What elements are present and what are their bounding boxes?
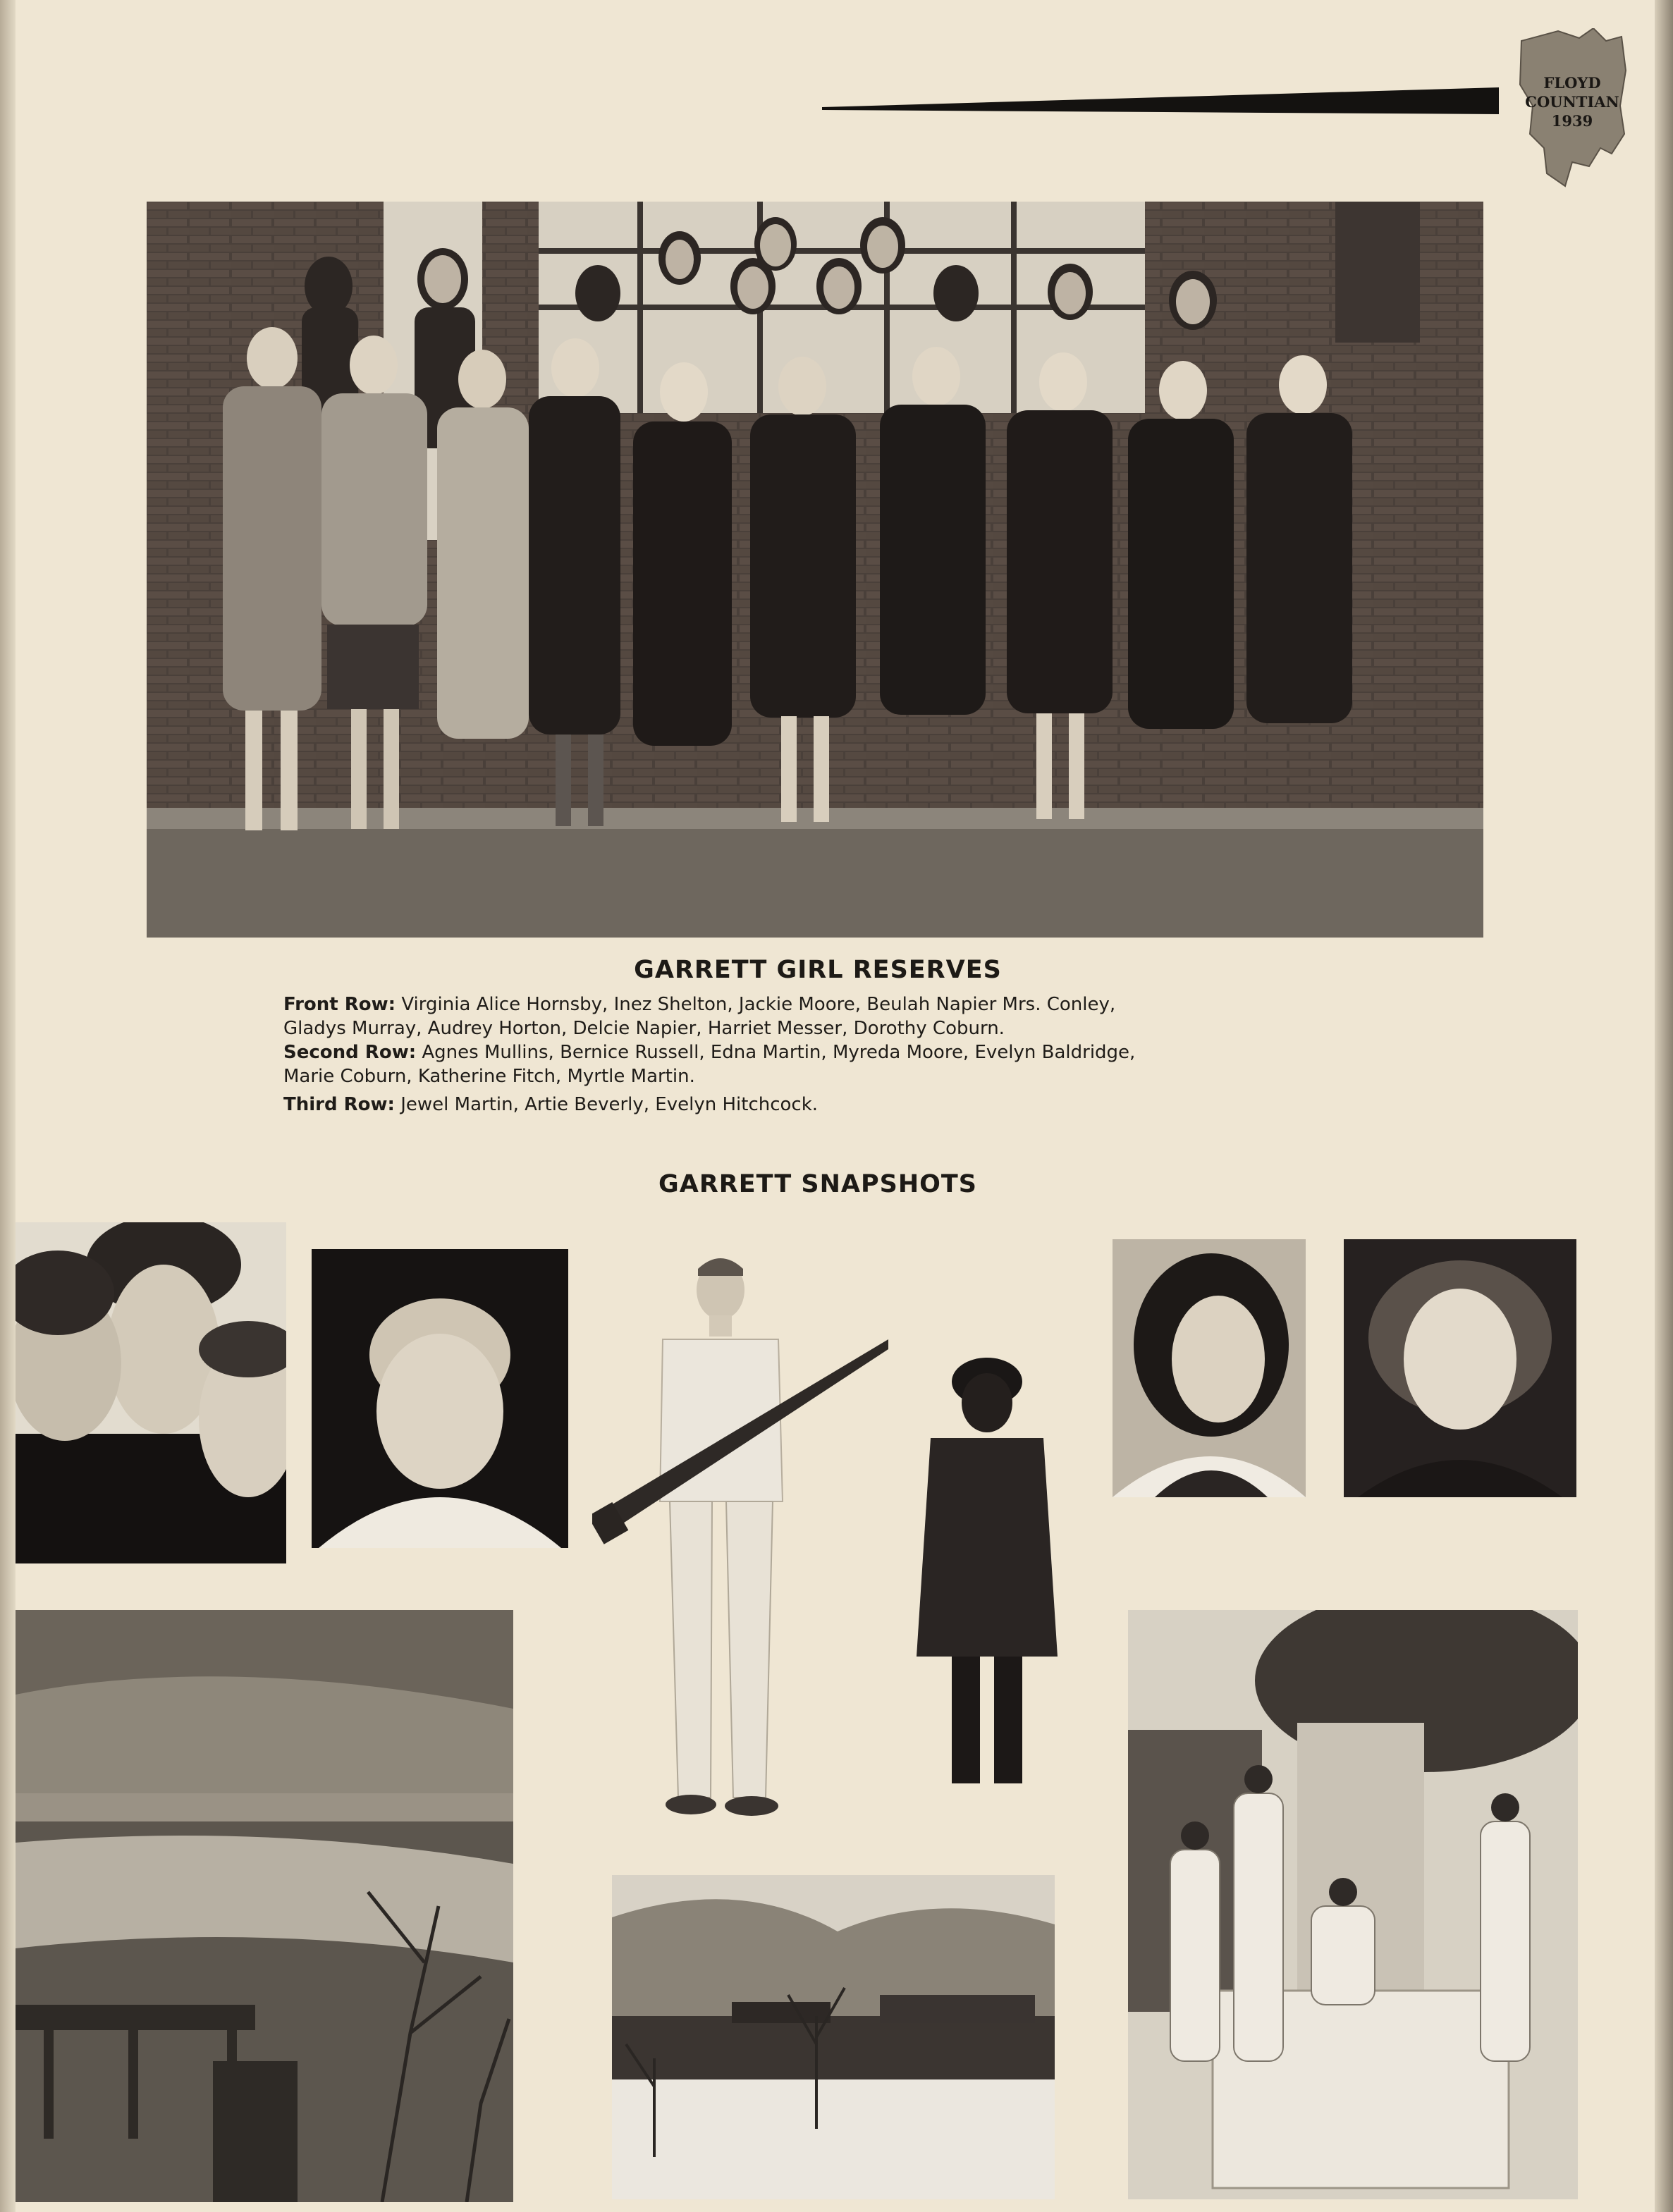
group-photo-girl-reserves [147, 202, 1483, 938]
girl-reserves-roster [283, 993, 1355, 1117]
front-row-line-2: Gladys Murray, Audrey Horton, Delcie Napier, Harriet Messer, Dorothy Coburn. [283, 1018, 1005, 1039]
second-row-names-1: Agnes Mullins, Bernice Russell, Edna Martin, Myreda Moore, Evelyn Baldridge, [422, 1042, 1136, 1063]
snapshot-man-with-rifle [592, 1248, 888, 1847]
third-row-line [283, 1093, 1355, 1117]
snapshot-three-friends [16, 1222, 286, 1563]
snapshot-boy-portrait [312, 1249, 568, 1548]
snapshots-title: GARRETT SNAPSHOTS [658, 1170, 977, 1198]
badge-line-year: 1939 [1551, 112, 1593, 130]
page-right-edge [1655, 0, 1673, 2212]
girl-reserves-title: GARRETT GIRL RESERVES [634, 956, 1002, 984]
county-badge-text [1516, 73, 1629, 130]
front-row-line-1 [283, 993, 1355, 1016]
page-left-edge [0, 0, 16, 2212]
header-rule [822, 87, 1499, 114]
snapshot-river-scene [16, 1610, 513, 2202]
front-row-names-1: Virginia Alice Hornsby, Inez Shelton, Jackie Moore, Beulah Napier Mrs. Conley, [401, 994, 1116, 1015]
third-row-label: Third Row: [283, 1094, 395, 1115]
front-row-label: Front Row: [283, 994, 396, 1015]
snapshot-woman-portrait-1 [1113, 1239, 1306, 1497]
second-row-label: Second Row: [283, 1042, 417, 1063]
third-row-names: Jewel Martin, Artie Beverly, Evelyn Hitchcock. [400, 1094, 819, 1115]
badge-line-floyd: FLOYD [1543, 74, 1601, 92]
snapshot-pageant-float [1128, 1610, 1578, 2199]
snapshot-figure-in-dark-coat [909, 1353, 1065, 1805]
badge-line-countian: COUNTIAN [1525, 93, 1619, 111]
second-row-line-2: Marie Coburn, Katherine Fitch, Myrtle Martin. [283, 1066, 695, 1087]
snapshot-school-building [612, 1875, 1055, 2199]
snapshot-woman-portrait-2 [1344, 1239, 1576, 1497]
second-row-line-1 [283, 1040, 1355, 1064]
